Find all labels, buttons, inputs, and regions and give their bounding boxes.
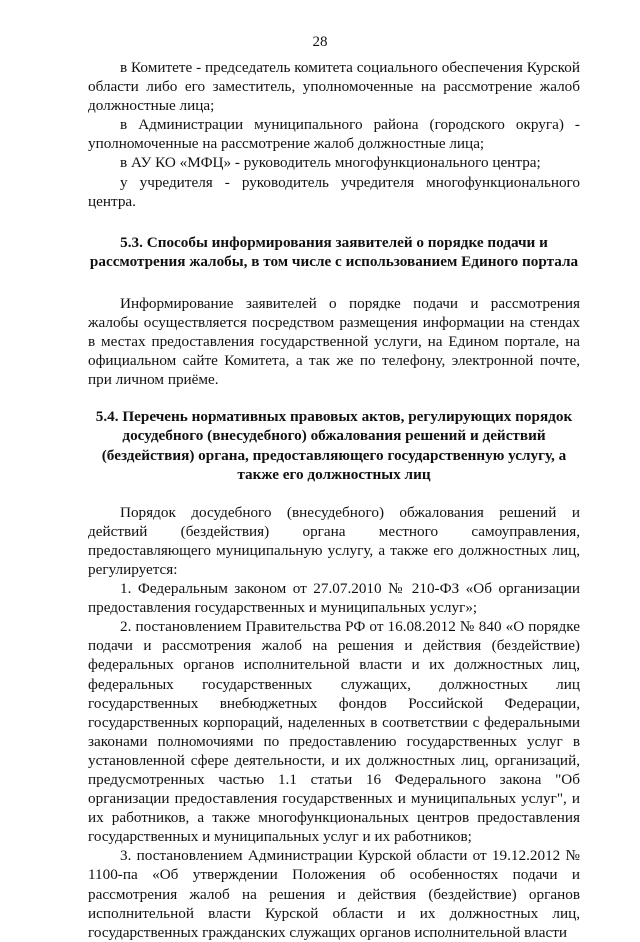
legal-act-item-1: 1. Федеральным законом от 27.07.2010 № 210-ФЗ «Об организации предоставления государственных и муниципальных услуг»; bbox=[88, 580, 580, 617]
page-number: 28 bbox=[312, 34, 328, 50]
paragraph-founder: у учредителя - руководитель учредителя многофункционального центра. bbox=[88, 173, 580, 210]
spacer bbox=[88, 485, 580, 503]
section-5-3-text: Информирование заявителей о порядке подачи и рассмотрения жалобы осуществляется посредством размещения информации на стендах в местах предоставления государственной услуги, на Едином портале, на официальном сайте Комитета, а так же по телефону, электронной почте, при личном приёме. bbox=[88, 294, 580, 388]
spacer bbox=[88, 389, 580, 407]
spacer bbox=[88, 211, 580, 233]
paragraph-administration: в Администрации муниципального района (городского округа) - уполномоченные на рассмотрение жалоб должностные лица; bbox=[88, 116, 580, 153]
document-body bbox=[88, 58, 580, 942]
paragraph-committee: в Комитете - председатель комитета социального обеспечения Курской области либо его заместитель, уполномоченные на рассмотрение жалоб должностные лица; bbox=[88, 59, 580, 115]
legal-act-item-2: 2. постановлением Правительства РФ от 16.08.2012 № 840 «О порядке подачи и рассмотрения жалоб на решения и действия (бездействие) федеральных органов исполнительной власти и их должностных лиц, федеральных государственных служащих, должностных лиц государственных внебюджетных фондов Российской Федерации, государственных корпораций, наделенных в соответствии с федеральными законами полномочиями по предоставлению государственных услуг в установленной сфере деятельности, и их должностных лиц, организаций, предусмотренных частью 1.1 статьи 16 Федерального закона "Об организации предоставления государственных и муниципальных услуг", и их работников, а также многофункциональных центров предоставления государственных и муниципальных услуг и их работников; bbox=[88, 618, 580, 846]
section-5-4-heading: 5.4. Перечень нормативных правовых актов, регулирующих порядок досудебного (внесудебного) обжалования решений и действий (бездействия) органа, предоставляющего государственную услугу, а также его должностных лиц bbox=[95, 408, 573, 484]
legal-act-item-3: 3. постановлением Администрации Курской области от 19.12.2012 № 1100-па «Об утверждении Положения об особенностях подачи и рассмотрения жалоб на решения и действия (бездействие) органов исполнительной власти Курской области и их должностных лиц, государственных гражданских служащих органов исполнительной власти bbox=[88, 847, 580, 941]
section-5-3-heading: 5.3. Способы информирования заявителей о порядке подачи и рассмотрения жалобы, в том числе с использованием Единого портала bbox=[89, 233, 579, 271]
section-5-4-intro: Порядок досудебного (внесудебного) обжалования решений и действий (бездействия) органа местного самоуправления, предоставляющего муниципальную услугу, а также его должностных лиц, регулируется: bbox=[88, 503, 580, 578]
spacer bbox=[88, 272, 580, 294]
paragraph-mfc: в АУ КО «МФЦ» - руководитель многофункционального центра; bbox=[120, 154, 541, 172]
